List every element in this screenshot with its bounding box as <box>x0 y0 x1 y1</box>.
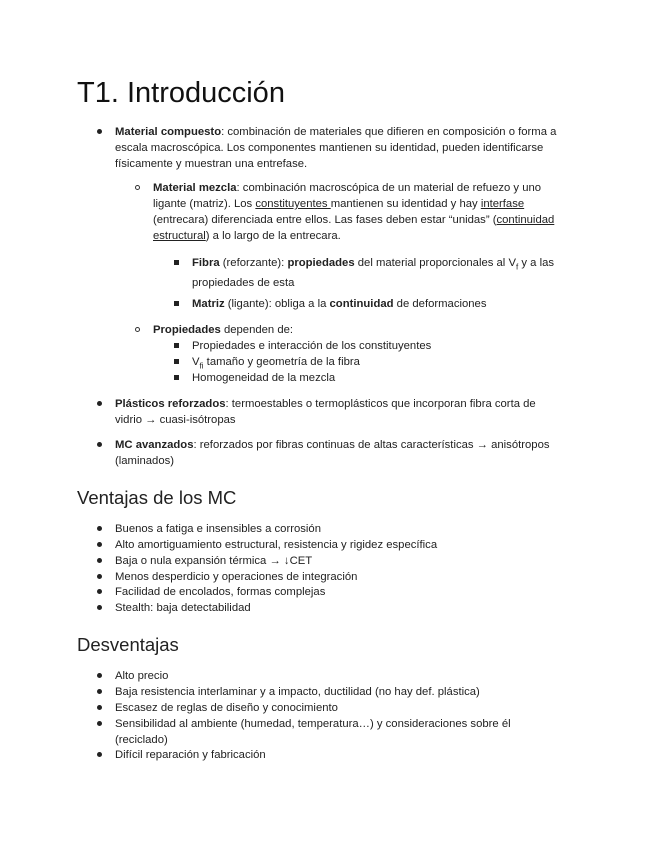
bullet-dot <box>97 442 102 447</box>
ventajas-item: Buenos a fatiga e insensibles a corrosión <box>115 523 321 535</box>
bullet-dot <box>97 752 102 757</box>
bullet-dot <box>97 129 102 134</box>
desventajas-item: Baja resistencia interlaminar y a impacto, ductilidad (no hay def. plástica) <box>115 686 480 698</box>
ventajas-item: Facilidad de encolados, formas complejas <box>115 586 326 598</box>
ventajas-item: Stealth: baja detectabilidad <box>115 602 251 614</box>
material-compuesto-text: Material compuesto: combinación de materiales que difieren en composición o forma a escala macroscópica. Los componentes mantienen su identidad, pueden identificarse físicamente y muestran una entrefase. <box>115 126 557 170</box>
square-bullet <box>174 375 179 380</box>
circle-bullet <box>135 185 140 190</box>
bullet-dot <box>97 401 102 406</box>
plasticos-text: Plásticos reforzados: termoestables o termoplásticos que incorporan fibra corta de vidrio → cuasi-isótropas <box>115 398 536 426</box>
propiedades-item: $V_{fi}$ tamaño y geometría de la fibra <box>192 356 360 371</box>
bullet-dot <box>97 558 102 563</box>
propiedades-text: Propiedades dependen de: <box>153 324 294 336</box>
square-bullet <box>174 301 179 306</box>
matriz-text: Matriz (ligante): obliga a la continuidad de deformaciones <box>192 298 487 310</box>
square-bullet <box>174 359 179 364</box>
bullet-dot <box>97 605 102 610</box>
fibra-text: Fibra (reforzante): propiedades del material proporcionales al $V_f$ y a las propiedades de esta <box>192 257 555 290</box>
bullet-dot <box>97 589 102 594</box>
desventajas-heading: Desventajas <box>77 634 179 655</box>
page-title: T1. Introducción <box>77 77 285 109</box>
bullet-dot <box>97 574 102 579</box>
bullet-dot <box>97 689 102 694</box>
desventajas-item: Escasez de reglas de diseño y conocimiento <box>115 702 338 714</box>
propiedades-item: Propiedades e interacción de los constituyentes <box>192 340 432 352</box>
material-mezcla-text: Material mezcla: combinación macroscópica de un material de refuezo y uno ligante (matriz). Los constituyentes mantienen su identidad y hay interfase (entrecara) diferenciada entre ellos. Las fases deben estar “unidas” (continuidad estructural) a lo largo de la entrecara. <box>153 182 555 242</box>
bullet-dot <box>97 721 102 726</box>
mc-avanzados-text: MC avanzados: reforzados por fibras continuas de altas características → anisótropos (laminados) <box>115 439 550 467</box>
bullet-dot <box>97 673 102 678</box>
circle-bullet <box>135 327 140 332</box>
desventajas-item: Sensibilidad al ambiente (humedad, temperatura…) y consideraciones sobre él (reciclado) <box>115 718 511 746</box>
desventajas-item: Alto precio <box>115 670 169 682</box>
ventajas-item: Alto amortiguamiento estructural, resistencia y rigidez específica <box>115 539 438 551</box>
square-bullet <box>174 260 179 265</box>
square-bullet <box>174 343 179 348</box>
ventajas-item: Baja o nula expansión térmica → ↓CET <box>115 555 313 567</box>
ventajas-item: Menos desperdicio y operaciones de integración <box>115 571 358 583</box>
bullet-dot <box>97 542 102 547</box>
bullet-dot <box>97 705 102 710</box>
propiedades-item: Homogeneidad de la mezcla <box>192 372 336 384</box>
desventajas-item: Difícil reparación y fabricación <box>115 749 266 761</box>
ventajas-heading: Ventajas de los MC <box>77 487 237 508</box>
bullet-dot <box>97 526 102 531</box>
